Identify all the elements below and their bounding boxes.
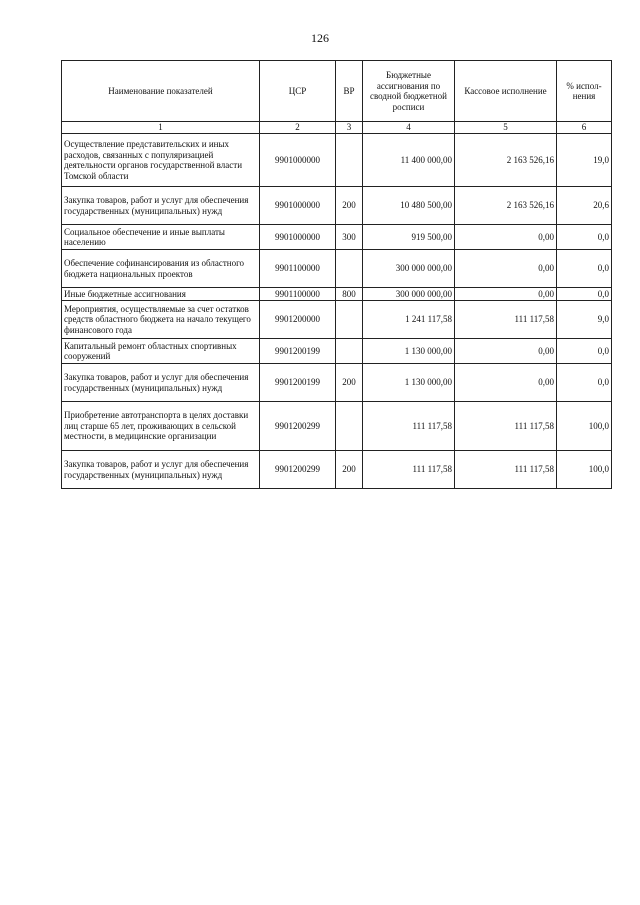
budget-assignment: 300 000 000,00 (363, 288, 455, 301)
cash-execution: 0,00 (455, 250, 557, 288)
vr-code: 200 (336, 451, 363, 489)
table-row (62, 451, 612, 489)
budget-assignment: 111 117,58 (363, 451, 455, 489)
header-cash-execution: Кассовое исполнение (455, 61, 557, 122)
indicator-name: Закупка товаров, работ и услуг для обеспечения государственных (муниципальных) нужд (62, 451, 260, 489)
execution-percent: 100,0 (557, 451, 612, 489)
page-number: 126 (311, 31, 329, 45)
vr-code: 200 (336, 187, 363, 225)
table-header-row (62, 61, 612, 122)
table-row (62, 364, 612, 402)
cash-execution: 2 163 526,16 (455, 187, 557, 225)
csr-code: 9901200199 (260, 364, 336, 402)
vr-code (336, 250, 363, 288)
column-number: 4 (363, 122, 455, 134)
cash-execution: 0,00 (455, 288, 557, 301)
budget-assignment: 300 000 000,00 (363, 250, 455, 288)
column-number: 2 (260, 122, 336, 134)
vr-code (336, 402, 363, 451)
csr-code: 9901000000 (260, 225, 336, 250)
table-row (62, 301, 612, 339)
csr-code: 9901200299 (260, 402, 336, 451)
header-budget-assignments: Бюджетные ассигнования по сводной бюджетной росписи (363, 61, 455, 122)
header-csr: ЦСР (260, 61, 336, 122)
table-row (62, 225, 612, 250)
table-row (62, 339, 612, 364)
header-indicator-name: Наименование показателей (62, 61, 260, 122)
vr-code (336, 301, 363, 339)
indicator-name: Закупка товаров, работ и услуг для обеспечения государственных (муниципальных) нужд (62, 364, 260, 402)
indicator-name: Иные бюджетные ассигнования (62, 288, 260, 301)
indicator-name: Закупка товаров, работ и услуг для обеспечения государственных (муниципальных) нужд (62, 187, 260, 225)
vr-code (336, 134, 363, 187)
cash-execution: 2 163 526,16 (455, 134, 557, 187)
cash-execution: 0,00 (455, 225, 557, 250)
csr-code: 9901200199 (260, 339, 336, 364)
budget-assignment: 919 500,00 (363, 225, 455, 250)
vr-code: 300 (336, 225, 363, 250)
indicator-name: Осуществление представительских и иных расходов, связанных с популяризацией деятельности органов государственной власти Томской области (62, 134, 260, 187)
indicator-name: Обеспечение софинансирования из областного бюджета национальных проектов (62, 250, 260, 288)
cash-execution: 0,00 (455, 339, 557, 364)
table-row (62, 288, 612, 301)
indicator-name: Мероприятия, осуществляемые за счет остатков средств областного бюджета на начало текущего финансового года (62, 301, 260, 339)
vr-code (336, 339, 363, 364)
csr-code: 9901200000 (260, 301, 336, 339)
budget-assignment: 1 241 117,58 (363, 301, 455, 339)
csr-code: 9901100000 (260, 288, 336, 301)
cash-execution: 111 117,58 (455, 301, 557, 339)
budget-assignment: 111 117,58 (363, 402, 455, 451)
column-numbers-row (62, 122, 612, 134)
budget-assignment: 10 480 500,00 (363, 187, 455, 225)
vr-code: 800 (336, 288, 363, 301)
execution-percent: 0,0 (557, 288, 612, 301)
budget-assignment: 1 130 000,00 (363, 364, 455, 402)
csr-code: 9901000000 (260, 187, 336, 225)
header-execution-percent: % испол-нения (557, 61, 612, 122)
column-number: 1 (62, 122, 260, 134)
cash-execution: 111 117,58 (455, 402, 557, 451)
table-row (62, 187, 612, 225)
execution-percent: 0,0 (557, 250, 612, 288)
indicator-name: Социальное обеспечение и иные выплаты населению (62, 225, 260, 250)
execution-percent: 9,0 (557, 301, 612, 339)
execution-percent: 20,6 (557, 187, 612, 225)
execution-percent: 0,0 (557, 339, 612, 364)
column-number: 5 (455, 122, 557, 134)
cash-execution: 111 117,58 (455, 451, 557, 489)
table-row (62, 250, 612, 288)
csr-code: 9901100000 (260, 250, 336, 288)
column-number: 3 (336, 122, 363, 134)
execution-percent: 100,0 (557, 402, 612, 451)
csr-code: 9901200299 (260, 451, 336, 489)
table-row (62, 134, 612, 187)
column-number: 6 (557, 122, 612, 134)
budget-assignment: 11 400 000,00 (363, 134, 455, 187)
execution-percent: 19,0 (557, 134, 612, 187)
budget-assignment: 1 130 000,00 (363, 339, 455, 364)
vr-code: 200 (336, 364, 363, 402)
budget-execution-table (61, 60, 612, 489)
csr-code: 9901000000 (260, 134, 336, 187)
indicator-name: Приобретение автотранспорта в целях доставки лиц старше 65 лет, проживающих в сельской местности, в медицинские организации (62, 402, 260, 451)
cash-execution: 0,00 (455, 364, 557, 402)
indicator-name: Капитальный ремонт областных спортивных сооружений (62, 339, 260, 364)
execution-percent: 0,0 (557, 364, 612, 402)
header-vr: ВР (336, 61, 363, 122)
execution-percent: 0,0 (557, 225, 612, 250)
table-row (62, 402, 612, 451)
